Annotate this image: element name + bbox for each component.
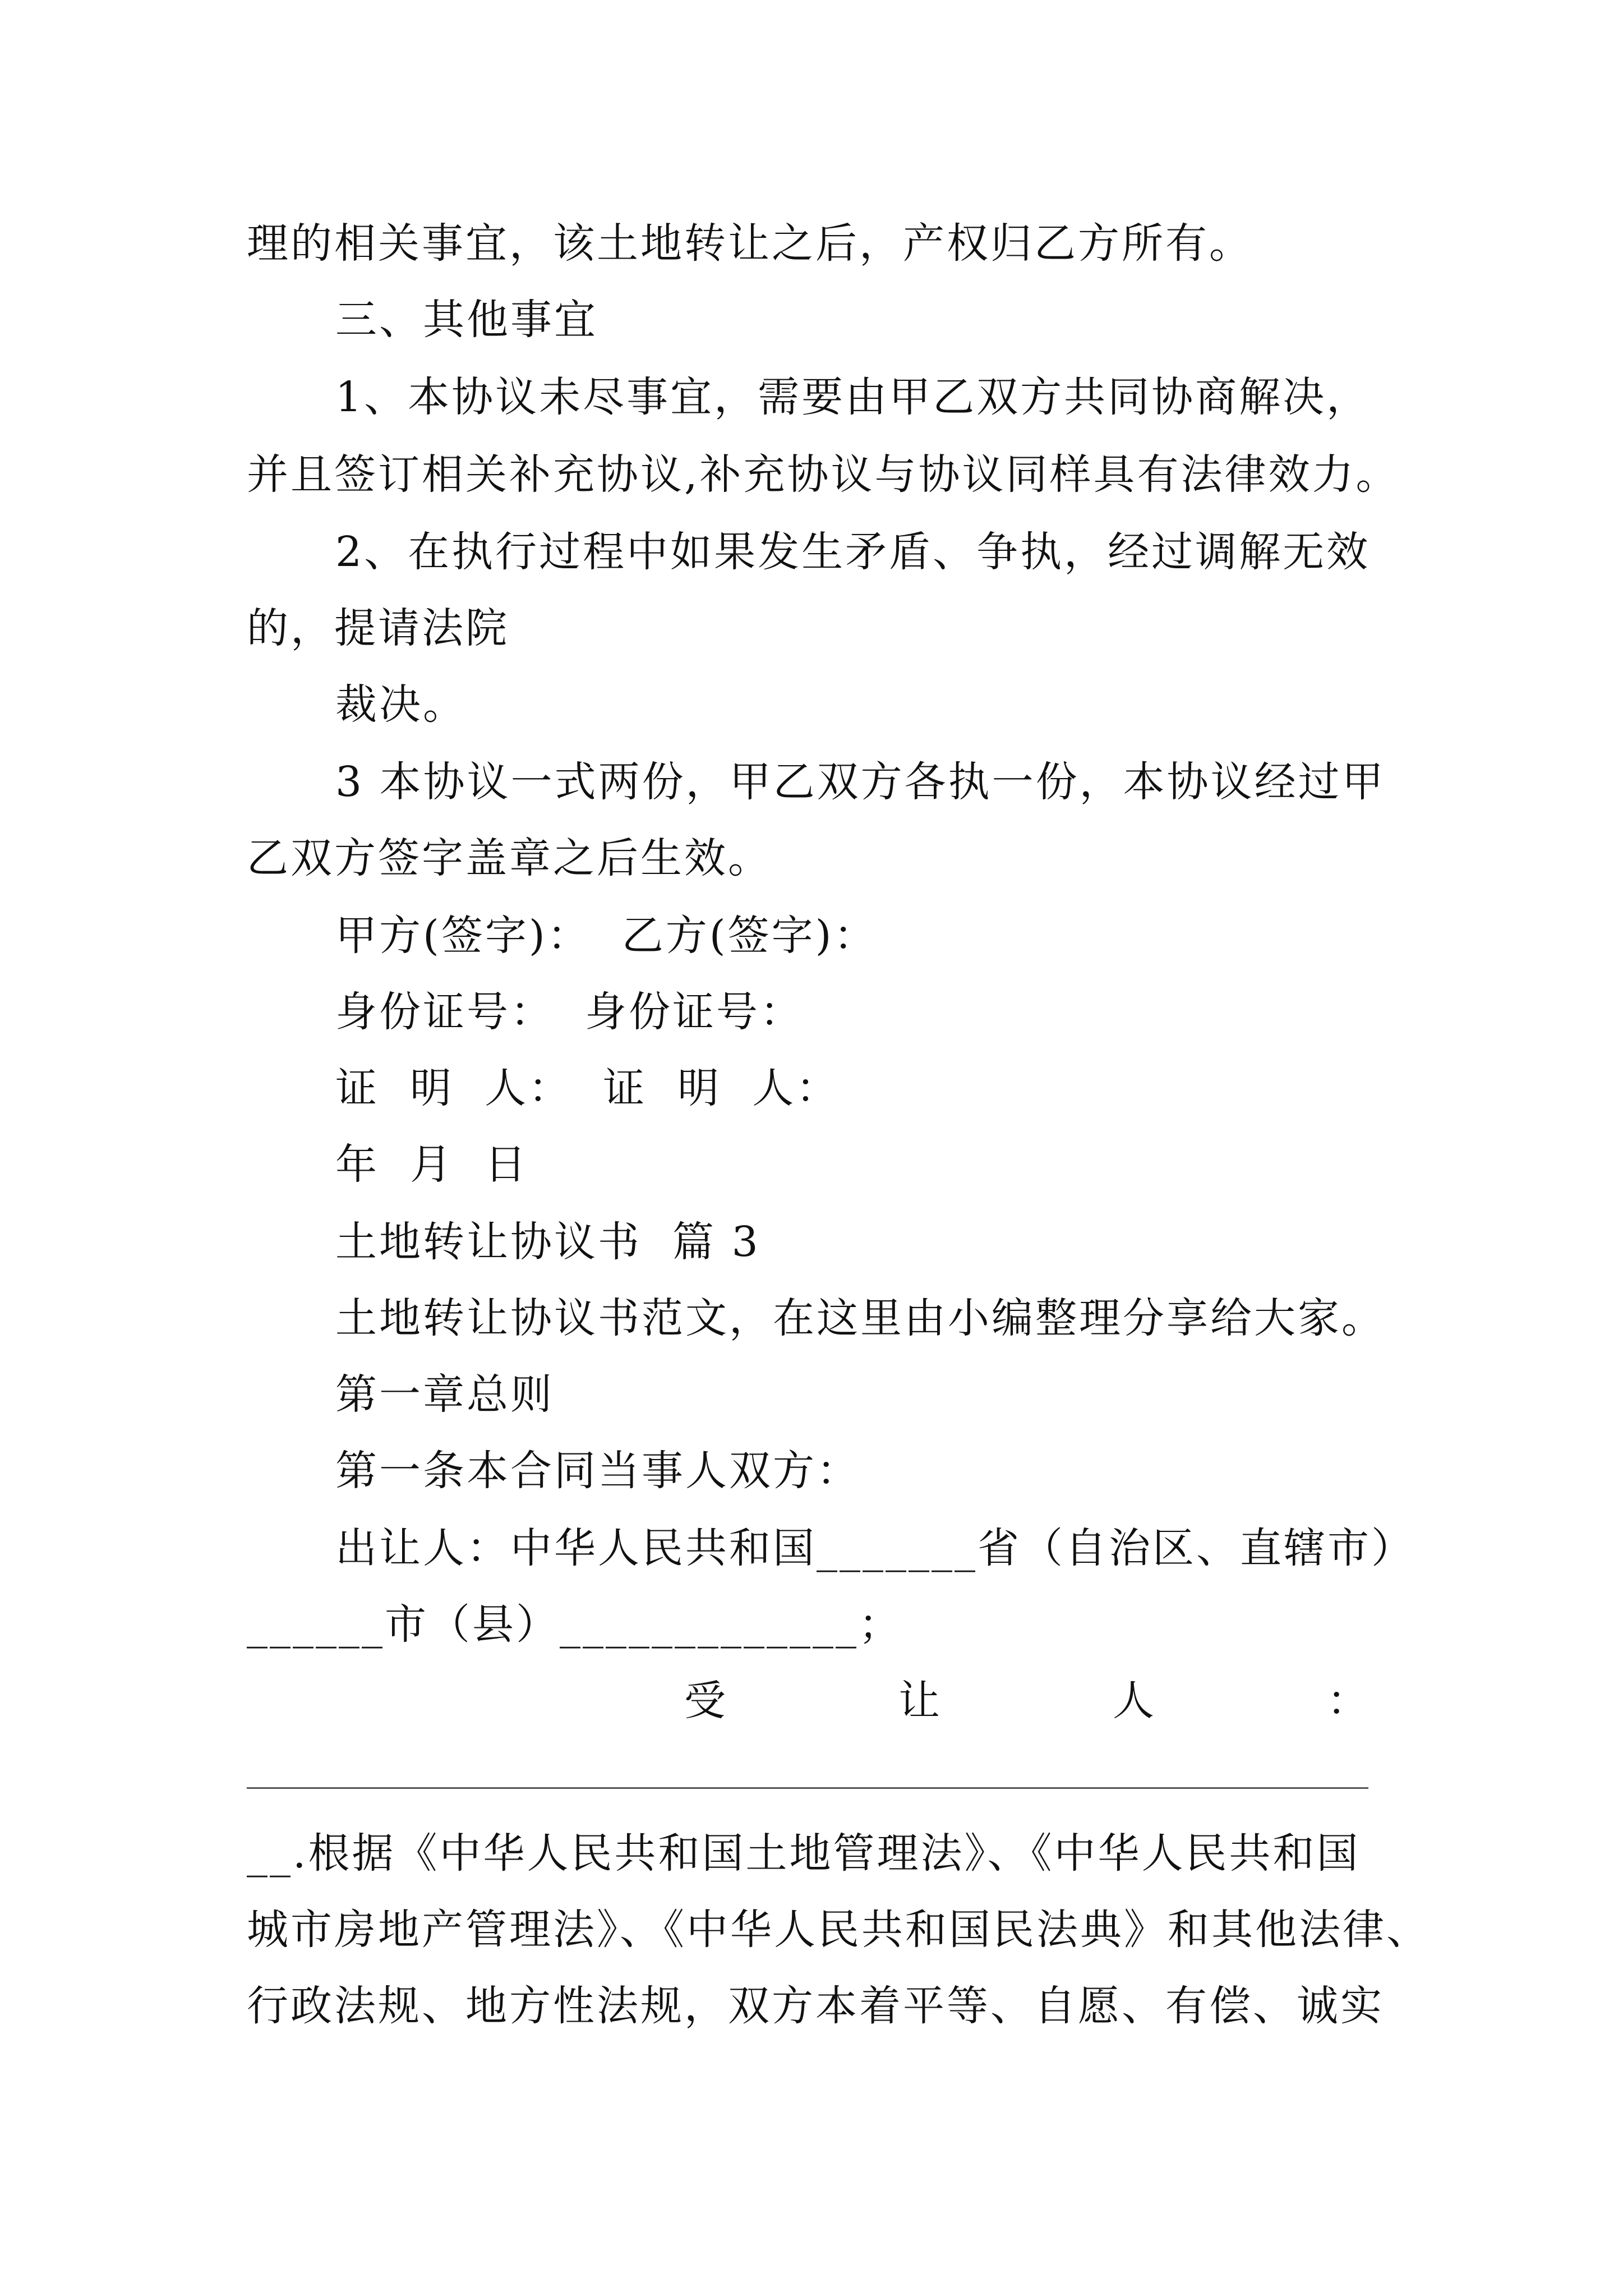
paragraph-line: 第一条本合同当事人双方： [335, 1447, 860, 1495]
signature-line-party: 甲方(签字)： 乙方(签字)： [335, 912, 878, 960]
paragraph-line: 理的相关事宜，该土地转让之后，产权归乙方所有。 [247, 219, 1253, 268]
spread-char: 人 [1113, 1677, 1154, 1725]
article-title: 土地转让协议书 篇 3 [335, 1218, 760, 1266]
paragraph-line: 城市房地产管理法》、《中华人民共和国民法典》和其他法律、 [247, 1906, 1430, 1954]
signature-line-witness: 证 明 人： 证 明 人： [335, 1064, 840, 1112]
spread-char: 让 [898, 1677, 940, 1725]
paragraph-line: 并且签订相关补充协议,补充协议与协议同样具有法律效力。 [247, 450, 1400, 499]
signature-line-date: 年 月 日 [335, 1140, 529, 1189]
chapter-heading: 第一章总则 [335, 1370, 554, 1419]
paragraph-line: 乙双方签字盖章之后生效。 [247, 834, 772, 882]
paragraph-line: 行政法规、地方性法规，双方本着平等、自愿、有偿、诚实 [247, 1982, 1384, 2030]
spread-char: 受 [684, 1677, 726, 1725]
blank-underline [247, 1787, 1368, 1789]
paragraph-line: 2、在执行过程中如果发生矛盾、争执，经过调解无效 [335, 528, 1371, 576]
paragraph-line: __.根据《中华人民共和国土地管理法》、《中华人民共和国 [247, 1829, 1361, 1878]
signature-line-id: 身份证号： 身份证号： [335, 988, 804, 1036]
paragraph-line: ______市（县）_____________； [247, 1600, 902, 1649]
paragraph-line: 1、本协议未尽事宜，需要由甲乙双方共同协商解决， [335, 373, 1371, 421]
paragraph-line: 3 本协议一式两份，甲乙双方各执一份，本协议经过甲 [335, 758, 1386, 806]
assignee-line [247, 1673, 1368, 1729]
paragraph-line: 裁决。 [335, 680, 467, 729]
section-heading: 三、其他事宜 [335, 296, 598, 344]
paragraph-line: 的，提请法院 [247, 604, 509, 652]
spread-char: ： [1327, 1677, 1368, 1725]
paragraph-line: 土地转让协议书范文，在这里由小编整理分享给大家。 [335, 1294, 1385, 1342]
paragraph-line: 出让人：中华人民共和国_______省（自治区、直辖市） [335, 1524, 1415, 1572]
